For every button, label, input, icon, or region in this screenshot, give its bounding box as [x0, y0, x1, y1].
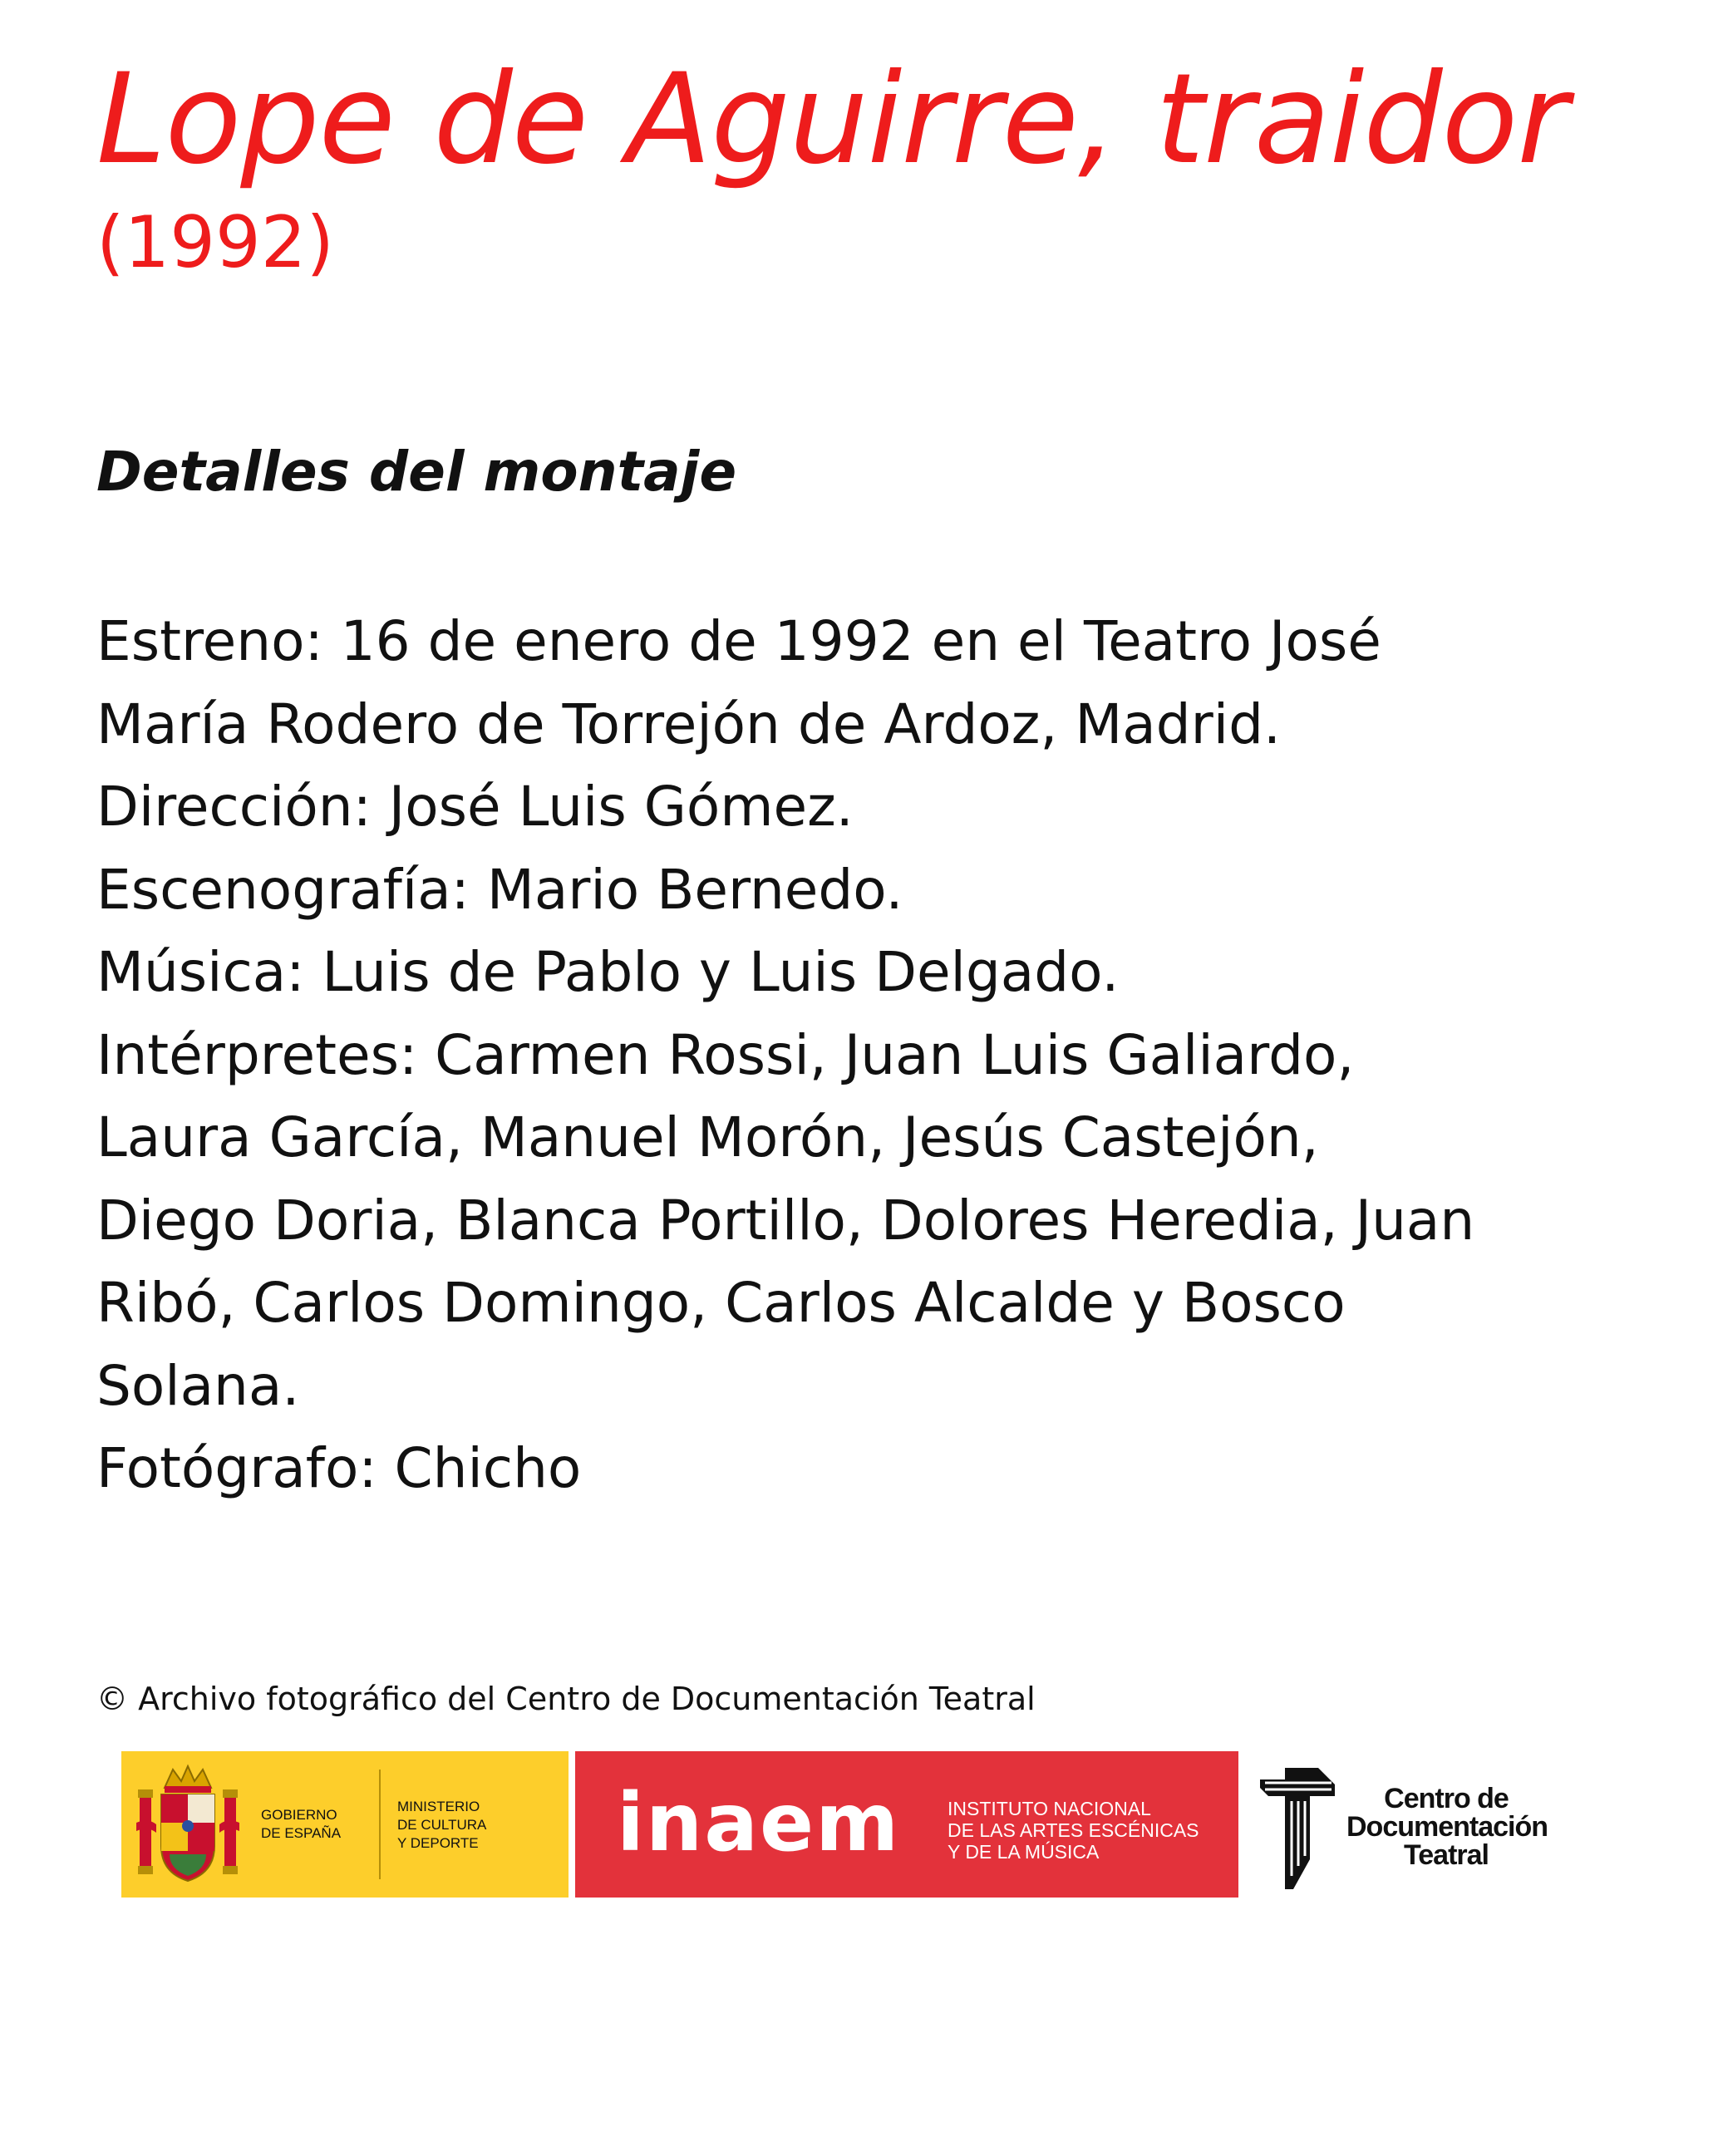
detail-line: Escenografía: Mario Bernedo. — [96, 857, 903, 922]
detail-line: Música: Luis de Pablo y Luis Delgado. — [96, 940, 1120, 1004]
detail-line: Fotógrafo: Chicho — [96, 1436, 582, 1500]
detail-line: Estreno: 16 de enero de 1992 en el Teatro José — [96, 609, 1381, 673]
detail-line: Diego Doria, Blanca Portillo, Dolores Heredia, Juan — [96, 1188, 1475, 1253]
gobierno-ministerio-logo — [121, 1751, 569, 1898]
inaem-full-name: INSTITUTO NACIONAL DE LAS ARTES ESCÉNICAS Y DE LA MÚSICA — [948, 1798, 1199, 1863]
detail-line: María Rodero de Torrejón de Ardoz, Madrid. — [96, 692, 1281, 756]
coat-of-arms-icon — [136, 1763, 239, 1886]
page-year: (1992) — [96, 201, 334, 284]
copyright-notice: © Archivo fotográfico del Centro de Documentación Teatral — [96, 1681, 1036, 1717]
ministerio-label: MINISTERIO DE CULTURA Y DEPORTE — [397, 1799, 487, 1851]
footer-logos — [121, 1751, 1551, 1898]
cdt-logo-icon — [1260, 1768, 1335, 1889]
inaem-wordmark: inaem — [617, 1776, 901, 1869]
section-heading: Detalles del montaje — [96, 440, 737, 504]
detail-line: Solana. — [96, 1353, 300, 1418]
logo-divider — [379, 1770, 381, 1879]
detail-line: Ribó, Carlos Domingo, Carlos Alcalde y Bosco — [96, 1271, 1346, 1335]
inaem-logo — [575, 1751, 1238, 1898]
detail-line: Laura García, Manuel Morón, Jesús Castejón, — [96, 1105, 1319, 1169]
page-title: Lope de Aguirre, traidor — [96, 47, 1568, 192]
detail-line: Intérpretes: Carmen Rossi, Juan Luis Galiardo, — [96, 1022, 1355, 1087]
detail-line: Dirección: José Luis Gómez. — [96, 775, 854, 839]
production-details — [96, 600, 1592, 1510]
gobierno-label: GOBIERNO DE ESPAÑA — [261, 1807, 342, 1841]
cdt-label: Centro de Documentación Teatral — [1346, 1783, 1548, 1871]
